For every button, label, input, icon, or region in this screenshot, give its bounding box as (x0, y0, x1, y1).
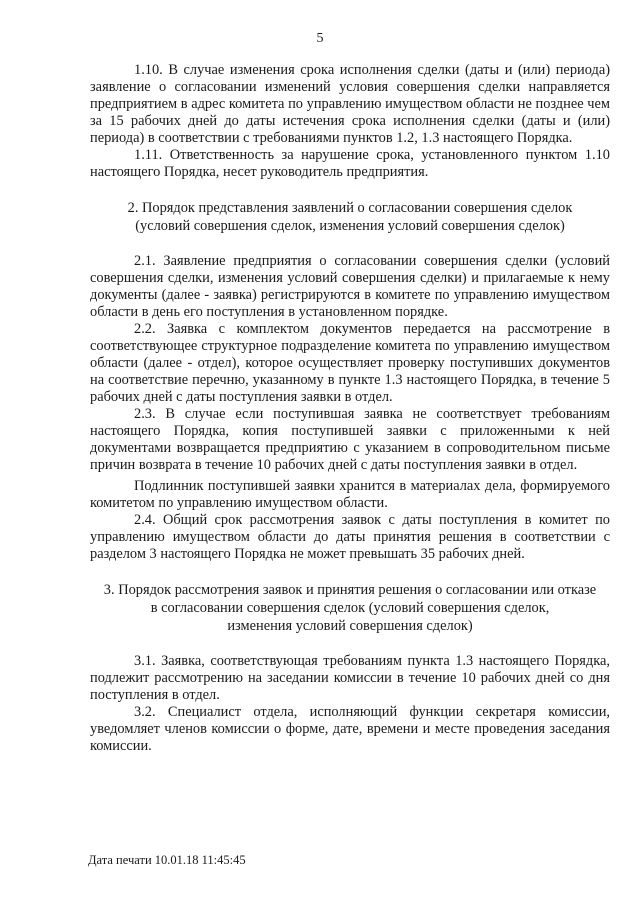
print-date: Дата печати 10.01.18 11:45:45 (88, 853, 246, 867)
section-3-heading-line-2: в согласовании совершения сделок (условий совершения сделок, (150, 600, 550, 616)
paragraph-1-10: 1.10. В случае изменения срока исполнения сделки (даты и (или) периода) заявление о согласовании изменений условия совершения сделки направляется предприятием в адрес комитета по управлению имуществом области не позднее чем за 15 рабочих дней до даты истечения срока исполнения сделки (даты и (или) периода) в соответствии с требованиями пунктов 1.2, 1.3 настоящего Порядка. (90, 62, 610, 146)
section-3-heading-line-3: изменения условий совершения сделок) (227, 618, 473, 634)
section-2-heading (90, 199, 610, 235)
paragraph-2-1: 2.1. Заявление предприятия о согласовании совершения сделки (условий совершения сделки, изменения условий совершения сделки) и прилагаемые к нему документы (далее - заявка) регистрируются в комитете по управлению имуществом области в день его поступления в установленном порядке. (90, 253, 610, 320)
paragraph-3-1: 3.1. Заявка, соответствующая требованиям пункта 1.3 настоящего Порядка, подлежит рассмотрению на заседании комиссии в течение 10 рабочих дней со дня поступления в отдел. (90, 653, 610, 703)
paragraph-2-3-original: Подлинник поступившей заявки хранится в материалах дела, формируемого комитетом по управлению имуществом области. (90, 478, 610, 511)
section-2-heading-line-2: (условий совершения сделок, изменения условий совершения сделок) (135, 218, 565, 234)
paragraph-2-2: 2.2. Заявка с комплектом документов передается на рассмотрение в соответствующее структурное подразделение комитета по управлению имуществом области (далее - отдел), которое осуществляет проверку поступивших документов на соответствие перечню, указанному в пункте 1.3 настоящего Порядка, в течение 5 рабочих дней с даты поступления заявки в отдел. (90, 321, 610, 405)
paragraph-2-3: 2.3. В случае если поступившая заявка не соответствует требованиям настоящего Порядка, копия поступившей заявки с приложенными к ней документами возвращается предприятию с указанием в сопроводительном письме причин возврата в течение 10 рабочих дней с даты поступления заявки в отдел. (90, 406, 610, 473)
page-number: 5 (316, 31, 324, 46)
paragraph-2-4: 2.4. Общий срок рассмотрения заявок с даты поступления в комитет по управлению имуществом области до даты принятия решения в соответствии с разделом 3 настоящего Порядка не может превышать 35 рабочих дней. (90, 512, 610, 562)
section-2-heading-line-1: 2. Порядок представления заявлений о согласовании совершения сделок (127, 200, 573, 216)
paragraph-1-11: 1.11. Ответственность за нарушение срока, установленного пунктом 1.10 настоящего Порядка, несет руководитель предприятия. (90, 147, 610, 180)
paragraph-3-2: 3.2. Специалист отдела, исполняющий функции секретаря комиссии, уведомляет членов комиссии о форме, дате, времени и месте проведения заседания комиссии. (90, 704, 610, 754)
section-3-heading (90, 581, 610, 635)
document-body (90, 62, 610, 755)
section-3-heading-line-1: 3. Порядок рассмотрения заявок и принятия решения о согласовании или отказе (103, 582, 597, 598)
